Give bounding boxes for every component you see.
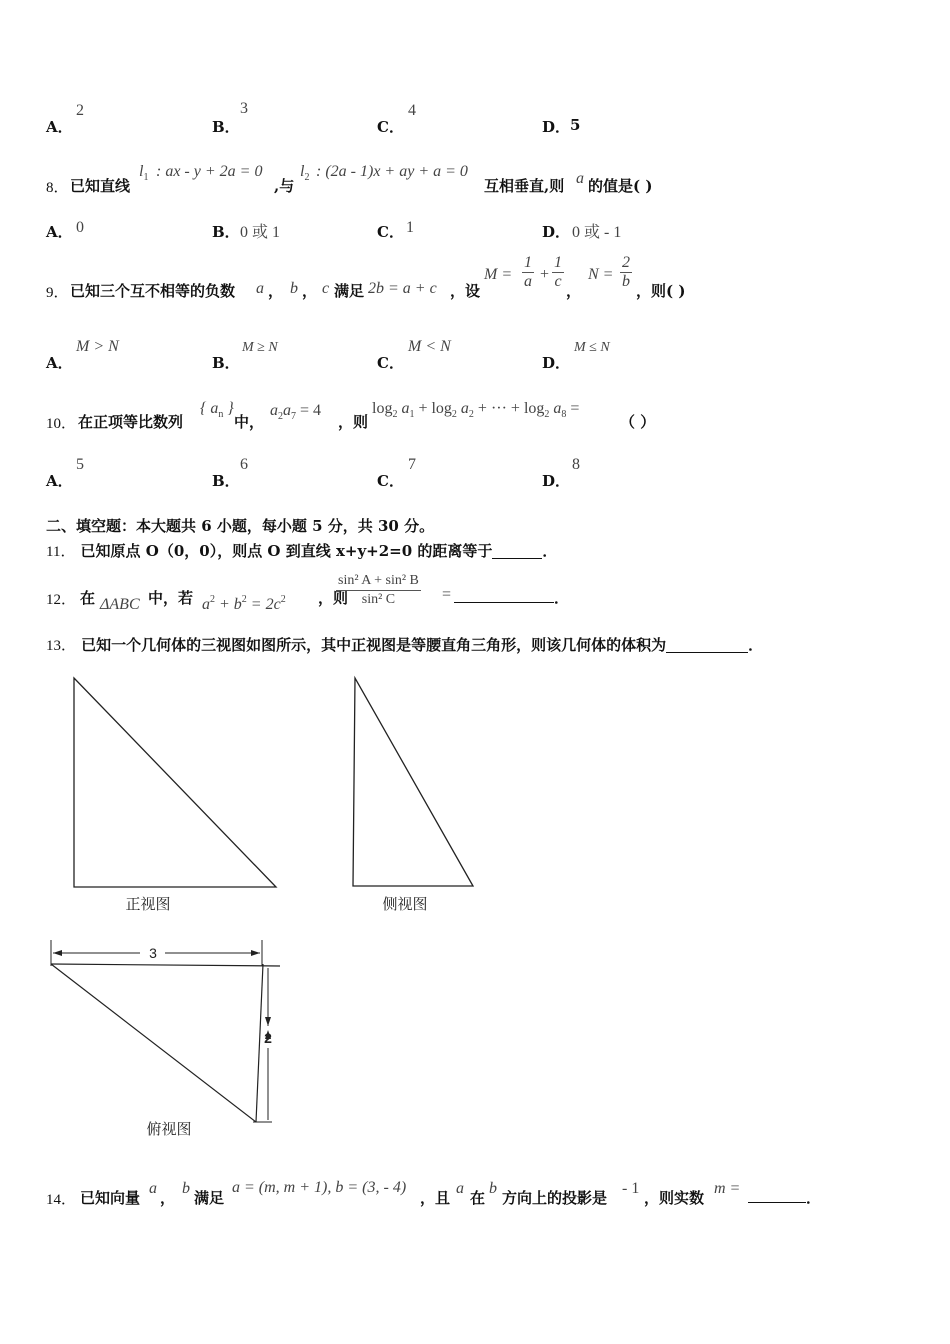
- q11-end: ．: [542, 542, 558, 560]
- q12-end: ．: [554, 589, 570, 607]
- dim-width-arrow-left: [53, 950, 62, 956]
- q9-sep2: ，: [302, 282, 318, 300]
- q7-option-d-label: D．: [542, 118, 571, 136]
- dim-width-arrow-right: [251, 950, 260, 956]
- q8-text-b: ,与: [274, 177, 295, 195]
- q14-answer-blank[interactable]: [748, 1188, 806, 1203]
- q9-option-c-value: M < N: [408, 338, 451, 355]
- top-view-right-edge: [256, 964, 263, 1122]
- q14-text-e: 方向上的投影是: [502, 1189, 608, 1207]
- q13-text: 已知一个几何体的三视图如图所示，其中正视图是等腰直角三角形，则该几何体的体积为: [81, 636, 667, 654]
- q9-option-a-value: M > N: [76, 338, 119, 355]
- q9-comma: ，: [566, 282, 582, 300]
- section2-heading: 二、填空题：本大题共 6 小题，每小题 5 分，共 30 分。: [46, 517, 435, 535]
- q7-option-c-value: 4: [408, 102, 416, 119]
- q9-text-d: ，则( ): [636, 282, 686, 300]
- q10-option-d-value: 8: [572, 456, 580, 473]
- q14-number: 14．: [46, 1192, 77, 1208]
- q10-sequence: { $a_n$ }: [200, 400, 234, 420]
- q9-N-lhs: N =: [588, 266, 614, 283]
- q14-text-f: ，则实数: [644, 1189, 705, 1207]
- q8-option-b-value: 0 或 1: [240, 224, 281, 241]
- q10-option-b-label: B．: [212, 472, 240, 490]
- q10-text-d: （ ）: [620, 413, 656, 431]
- q14-vector-b-2: b: [489, 1180, 497, 1197]
- q8-var: a: [576, 170, 584, 187]
- q8-option-d-value: 0 或 - 1: [572, 224, 622, 241]
- q14-m: m =: [714, 1180, 741, 1197]
- q9-option-c-label: C．: [377, 354, 404, 372]
- top-view-label: 俯视图: [146, 1121, 192, 1138]
- q12-fraction: $\frac{\text{sin² A + sin² B}}{\text{sin² C}}$: [338, 573, 419, 607]
- q13-end: ．: [748, 636, 764, 654]
- q14-text-b: 满足: [194, 1189, 225, 1207]
- q9-plus: +: [540, 266, 550, 283]
- q8-text-a: 已知直线: [70, 177, 131, 195]
- side-view-triangle: [353, 678, 473, 886]
- q14-projection: - 1: [622, 1180, 640, 1197]
- q14-vector-a: a: [149, 1180, 157, 1197]
- q14-text-c: ，且: [420, 1189, 451, 1207]
- q12-equals: =: [442, 586, 452, 603]
- q8-text-d: 的值是( ): [588, 177, 653, 195]
- q11-text: 已知原点 O（0，0），则点 O 到直线 x+y+2=0 的距离等于: [80, 542, 493, 560]
- q14-text-a: 已知向量: [80, 1189, 141, 1207]
- q9-option-d-value: M ≤ N: [574, 340, 610, 355]
- front-view-label: 正视图: [125, 896, 171, 913]
- q9-option-d-label: D．: [542, 354, 571, 372]
- q9-option-b-value: M ≥ N: [242, 340, 278, 355]
- q9-M-lhs: M =: [484, 266, 513, 283]
- q10-log-sum: $\log_2 a_1 + \log_2 a_2$ + ··· + $\log_2 a_8$ =: [372, 400, 580, 420]
- q10-option-d-label: D．: [542, 472, 571, 490]
- q9-text-a: 已知三个互不相等的负数: [70, 282, 236, 300]
- q12-condition: $a^2 + b^2 = 2c^2$: [202, 594, 286, 613]
- dim-height-arrow-top: [265, 1017, 271, 1026]
- q9-a: a: [256, 280, 264, 297]
- q10-text-b: 中，: [234, 413, 265, 431]
- q10-option-c-value: 7: [408, 456, 416, 473]
- q9-b: b: [290, 280, 298, 297]
- dim-height-label: 2: [264, 1030, 272, 1046]
- q12-text-b: 中，若: [148, 589, 194, 607]
- side-view-label: 侧视图: [382, 896, 428, 913]
- q10-option-a-label: A．: [46, 472, 73, 490]
- q8-option-d-label: D．: [542, 223, 571, 241]
- q8-option-c-label: C．: [377, 223, 404, 241]
- q9-text-c: ，设: [450, 282, 481, 300]
- front-view-triangle: [74, 678, 276, 887]
- q10-text-a: 在正项等比数列: [78, 413, 184, 431]
- q8-number: 8．: [46, 180, 69, 196]
- q14-sep: ，: [160, 1189, 176, 1207]
- q12-number: 12．: [46, 592, 77, 608]
- q8-option-c-value: 1: [406, 219, 414, 236]
- q7-option-a-label: A．: [46, 118, 73, 136]
- q8-l2: $l_2$: [300, 163, 310, 183]
- q9-c: c: [322, 280, 330, 297]
- q8-l1: $l_1$: [139, 163, 149, 183]
- q14-vector-b: b: [182, 1180, 190, 1197]
- q10-product: $a_2a_7 = 4$: [270, 402, 322, 422]
- q14: [46, 1176, 846, 1210]
- q9-frac-1a: $\frac{1}{a}$: [524, 254, 532, 290]
- q12-text-a: 在: [80, 589, 96, 607]
- q7-option-a-value: 2: [76, 102, 84, 119]
- q14-vector-a-2: a: [456, 1180, 464, 1197]
- q8-l1-eq: : ax - y + 2a = 0: [156, 163, 263, 180]
- q11-number: 11．: [46, 544, 76, 560]
- q8-option-a-label: A．: [46, 223, 73, 241]
- q8-option-a-value: 0: [76, 219, 84, 236]
- q14-vectors: a = (m, m + 1), b = (3, - 4): [232, 1179, 407, 1196]
- q9-option-a-label: A．: [46, 354, 73, 372]
- q10-text-c: ，则: [338, 413, 369, 431]
- q7-option-b-label: B．: [212, 118, 240, 136]
- q9-frac-2b: $\frac{2}{b}$: [622, 254, 630, 290]
- q8-option-b-label: B．: [212, 223, 240, 241]
- q9-condition: 2b = a + c: [368, 280, 437, 297]
- q9-sep1: ，: [268, 282, 284, 300]
- q14-text-d: 在: [470, 1189, 486, 1207]
- q10-option-c-label: C．: [377, 472, 404, 490]
- q9-text-b: 满足: [334, 282, 365, 300]
- q12-text-c: ，则: [318, 589, 349, 607]
- top-view-top-edge: [51, 964, 280, 966]
- q8-l2-eq: : (2a - 1)x + ay + a = 0: [316, 163, 468, 180]
- q10-option-a-value: 5: [76, 456, 84, 473]
- q13-number: 13．: [46, 638, 77, 654]
- dim-width-label: 3: [149, 945, 157, 961]
- q10-number: 10．: [46, 416, 77, 432]
- q9-frac-1c: $\frac{1}{c}$: [554, 254, 562, 290]
- q7-option-c-label: C．: [377, 118, 404, 136]
- q9-option-b-label: B．: [212, 354, 240, 372]
- q10-option-b-value: 6: [240, 456, 248, 473]
- q9-number: 9．: [46, 285, 69, 301]
- q14-end: ．: [806, 1189, 822, 1207]
- q7-option-d-value: 5: [570, 116, 581, 134]
- top-view-hypotenuse: [51, 964, 256, 1122]
- q7-option-b-value: 3: [240, 100, 248, 117]
- q8-text-c: 互相垂直,则: [484, 177, 565, 195]
- top-view: [51, 940, 280, 1122]
- q12-triangle: ΔABC: [100, 596, 140, 613]
